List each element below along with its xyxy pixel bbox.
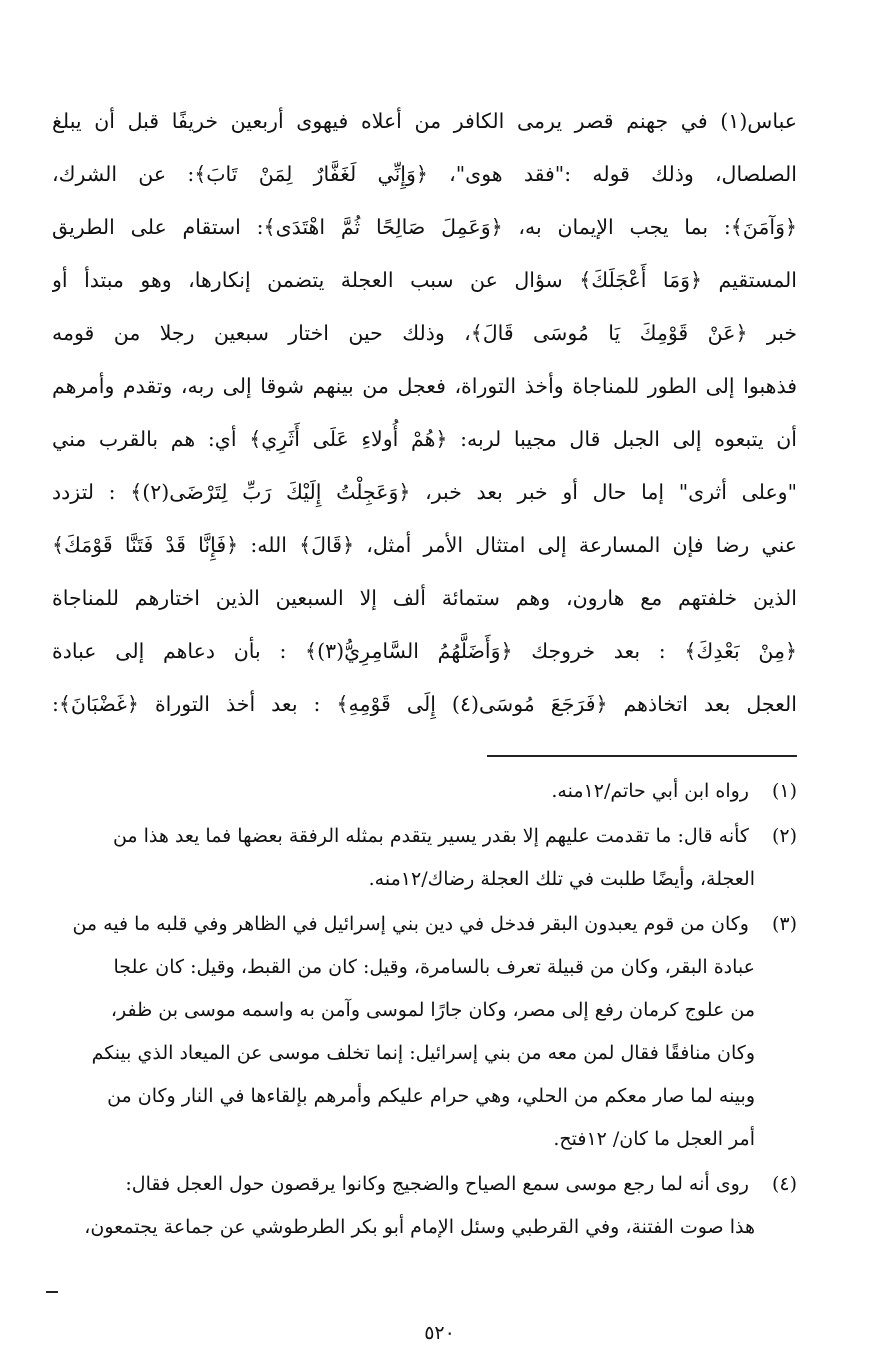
text-line: ﴿مِنْ بَعْدِكَ﴾ : بعد خروجك ﴿وَأَضَلَّهُمُ السَّامِرِيُّ(٣)﴾ : بأن دعاهم إلى عبادة	[52, 639, 797, 663]
text-line: الصلصال، وذلك قوله :"فقد هوى"، ﴿وَإِنِّي لَغَفَّارٌ لِمَنْ تَابَ﴾: عن الشرك،	[52, 162, 797, 186]
footnotes	[52, 770, 797, 1251]
footnote-text: كأنه قال: ما تقدمت عليهم إلا بقدر يسير يتقدم بمثله الرفقة بعضها فما يعد هذا من	[112, 825, 749, 847]
footnote-text: وبينه لما صار معكم من الحلي، وهي حرام عليكم وأمرهم بإلقاءها في النار وكان من	[107, 1085, 755, 1107]
continuation-mark	[46, 1291, 58, 1293]
text-line: عباس(١) في جهنم قصر يرمى الكافر من أعلاه فيهوى أربعين خريفًا قبل أن يبلغ	[52, 109, 797, 133]
footnote-text: من علوج كرمان رفع إلى مصر، وكان جارًا لموسى وآمن به واسمه موسى بن ظفر،	[110, 999, 755, 1021]
footnote-text: أمر العجل ما كان/ ١٢فتح.	[553, 1128, 755, 1150]
footnote-3	[52, 903, 797, 1161]
footnote-divider	[487, 755, 797, 757]
footnote-text: روى أنه لما رجع موسى سمع الصياح والضجيج وكانوا يرقصون حول العجل فقال:	[125, 1173, 749, 1195]
text-line: خبر ﴿عَنْ قَوْمِكَ يَا مُوسَى قَالَ﴾، وذلك حين اختار سبعين رجلا من قومه	[52, 321, 797, 345]
text-line: الذين خلفتهم مع هارون، وهم ستمائة ألف إلا السبعين الذين اختارهم للمناجاة	[52, 586, 797, 610]
text-line: فذهبوا إلى الطور للمناجاة وأخذ التوراة، فعجل من بينهم شوقا إلى ربه، وتقدم وأمرهم	[52, 374, 797, 398]
footnote-2	[52, 815, 797, 901]
footnote-text: العجلة، وأيضًا طلبت في تلك العجلة رضاك/١٢منه.	[368, 868, 755, 890]
main-text	[52, 95, 797, 731]
text-line: أن يتبعوه إلى الجبل قال مجيبا لربه: ﴿هُمْ أُولاءِ عَلَى أَثَرِي﴾ أي: هم بالقرب مني	[52, 427, 797, 451]
page-number: ٥٢٠	[424, 1322, 455, 1344]
footnote-text: هذا صوت الفتنة، وفي القرطبي وسئل الإمام أبو بكر الطرطوشي عن جماعة يجتمعون،	[84, 1216, 755, 1238]
text-line: ﴿وَآمَنَ﴾: بما يجب الإيمان به، ﴿وَعَمِلَ صَالِحًا ثُمَّ اهْتَدَى﴾: استقام على الطريق	[52, 215, 797, 239]
footnote-text: عبادة البقر، وكان من قبيلة تعرف بالسامرة، وقيل: كان من القبط، وقيل: كان علجا	[113, 956, 755, 978]
footnote-number: (١)	[771, 780, 797, 802]
footnote-4	[52, 1163, 797, 1249]
footnote-number: (٤)	[771, 1173, 797, 1195]
footnote-number: (٣)	[771, 913, 797, 935]
text-line: المستقيم ﴿وَمَا أَعْجَلَكَ﴾ سؤال عن سبب العجلة يتضمن إنكارها، وهو مبتدأ أو	[52, 268, 797, 292]
footnote-number: (٢)	[771, 825, 797, 847]
footnote-1	[52, 770, 797, 813]
footnote-text: وكان منافقًا فقال لمن معه من بني إسرائيل: إنما تخلف موسى عن الميعاد الذي بينكم	[91, 1042, 755, 1064]
text-line: عني رضا فإن المسارعة إلى امتثال الأمر أمثل، ﴿قَالَ﴾ الله: ﴿فَإِنَّا قَدْ فَتَنَّا قَوْمَكَ﴾	[52, 533, 797, 557]
text-line: "وعلى أثرى" إما حال أو خبر بعد خبر، ﴿وَعَجِلْتُ إِلَيْكَ رَبِّ لِتَرْضَى(٢)﴾ : لتزدد	[52, 480, 797, 504]
footnote-text: وكان من قوم يعبدون البقر فدخل في دين بني إسرائيل في الظاهر وفي قلبه ما فيه من	[72, 913, 749, 935]
footnote-text: رواه ابن أبي حاتم/١٢منه.	[551, 780, 749, 802]
text-line: العجل بعد اتخاذهم ﴿فَرَجَعَ مُوسَى(٤) إِلَى قَوْمِهِ﴾ : بعد أخذ التوراة ﴿غَضْبَانَ﴾:	[52, 692, 797, 716]
